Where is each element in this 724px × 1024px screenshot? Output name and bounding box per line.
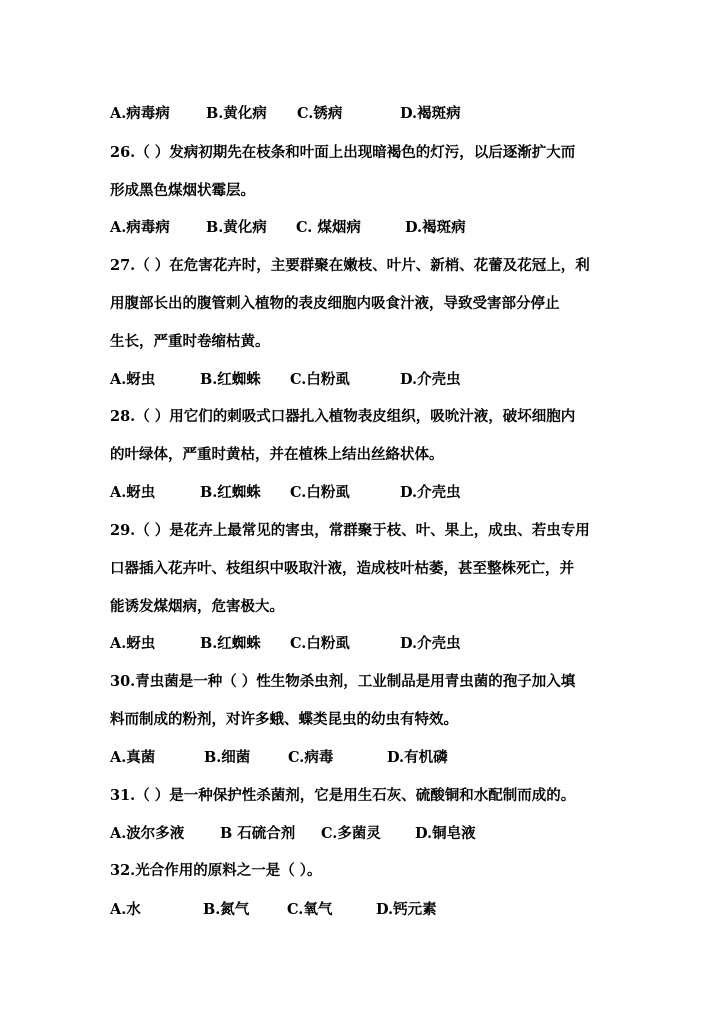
option-c: C.病毒: [288, 749, 334, 766]
option-b: B.红蜘蛛: [200, 484, 261, 501]
option-a: A.蚜虫: [110, 371, 156, 388]
question-text: 26.（ ）发病初期先在枝条和叶面上出现暗褐色的灯污，以后逐渐扩大而: [110, 144, 576, 161]
option-b: B.红蜘蛛: [200, 635, 261, 652]
option-c: C.白粉虱: [290, 635, 350, 652]
option-c: C.氧气: [287, 901, 333, 918]
question-text: 生长，严重时卷缩枯黄。: [110, 333, 270, 350]
option-b: B.氮气: [203, 901, 250, 918]
option-a: A.病毒病: [110, 219, 170, 236]
option-d: D.钙元素: [376, 901, 437, 918]
option-d: D.褐斑病: [400, 105, 461, 122]
option-a: A.水: [110, 901, 141, 918]
option-a: A.病毒病: [110, 105, 170, 122]
option-b: B.红蜘蛛: [200, 371, 261, 388]
option-a: A.真菌: [110, 749, 156, 766]
question-text: 的叶绿体，严重时黄枯，并在植株上结出丝絡状体。: [110, 446, 444, 463]
question-text: 31.（ ）是一种保护性杀菌剂，它是用生石灰、硫酸铜和水配制而成的。: [110, 787, 576, 804]
option-a: A.蚜虫: [110, 635, 156, 652]
option-d: D.铜皂液: [415, 825, 476, 842]
option-b: B.细菌: [204, 749, 251, 766]
option-d: D.介壳虫: [400, 371, 461, 388]
question-text: 32.光合作用的原料之一是（ ）。: [110, 862, 322, 879]
option-c: C. 煤烟病: [296, 219, 361, 236]
option-c: C.多菌灵: [321, 825, 381, 842]
option-d: D.介壳虫: [400, 484, 461, 501]
option-d: D.介壳虫: [400, 635, 461, 652]
option-c: C.白粉虱: [290, 371, 350, 388]
option-a: A.波尔多液: [110, 825, 185, 842]
question-text: 能诱发煤烟病，危害极大。: [110, 598, 284, 615]
question-text: 27.（ ）在危害花卉时，主要群聚在嫩枝、叶片、新梢、花蕾及花冠上，利: [110, 257, 590, 274]
question-text: 30.青虫菌是一种（ ）性生物杀虫剂，工业制品是用青虫菌的孢子加入填: [110, 673, 576, 690]
option-b: B.黄化病: [206, 219, 267, 236]
option-d: D.有机磷: [387, 749, 448, 766]
question-text: 29.（ ）是花卉上最常见的害虫，常群聚于枝、叶、果上，成虫、若虫专用: [110, 522, 590, 539]
option-b: B.黄化病: [206, 105, 267, 122]
option-a: A.蚜虫: [110, 484, 156, 501]
question-text: 料而制成的粉剂，对许多蛾、蝶类昆虫的幼虫有特效。: [110, 711, 458, 728]
question-text: 用腹部长出的腹管刺入植物的表皮细胞内吸食汁液，导致受害部分停止: [110, 295, 560, 312]
question-text: 形成黑色煤烟状霉层。: [110, 182, 255, 199]
option-b: B 石硫合剂: [220, 825, 296, 842]
question-text: 28.（ ）用它们的刺吸式口器扎入植物表皮组织，吸吮汁液，破坏细胞内: [110, 408, 576, 425]
option-c: C.锈病: [297, 105, 343, 122]
option-d: D.褐斑病: [405, 219, 466, 236]
option-c: C.白粉虱: [290, 484, 350, 501]
question-text: 口器插入花卉叶、枝组织中吸取汁液，造成枝叶枯萎，甚至整株死亡，并: [110, 560, 574, 577]
